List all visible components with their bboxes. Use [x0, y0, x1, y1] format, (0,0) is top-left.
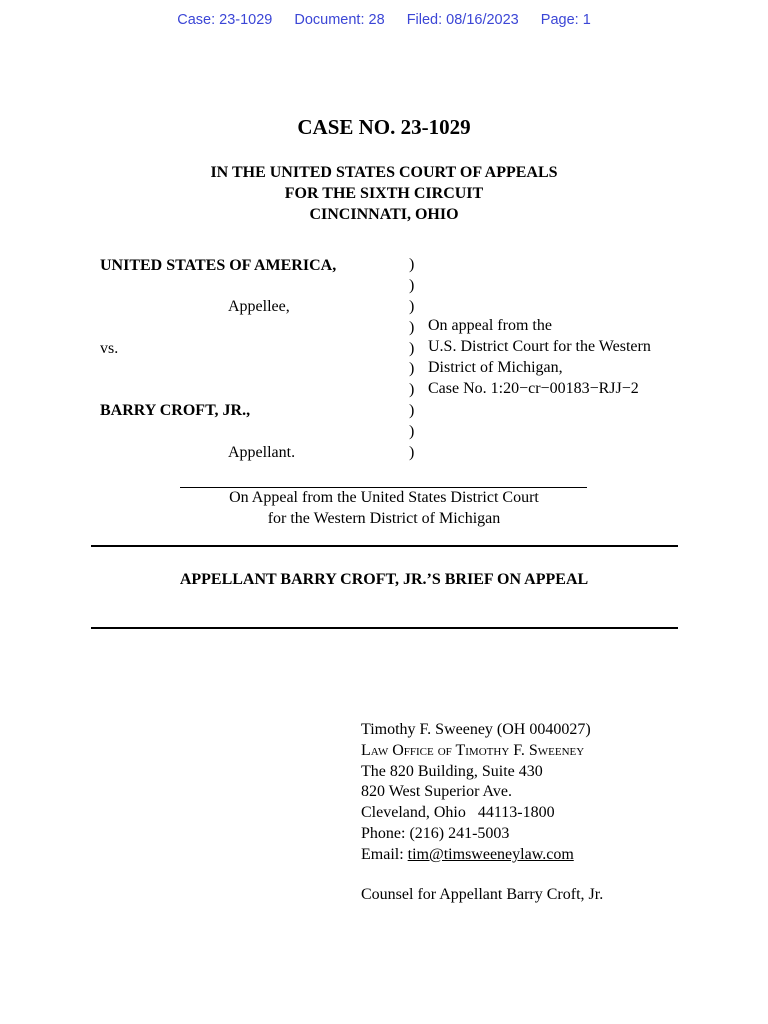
caption-parenthesis-column	[409, 255, 414, 464]
caption-paren: )	[409, 360, 415, 378]
counsel-email-row	[361, 845, 591, 866]
brief-title: APPELLANT BARRY CROFT, JR.’S BRIEF ON APPEAL	[179, 571, 589, 588]
counsel-name: Timothy F. Sweeney (OH 0040027)	[361, 721, 591, 738]
court-line-3: CINCINNATI, OHIO	[309, 206, 459, 223]
filing-case-number: Case: 23-1029	[177, 12, 273, 28]
counsel-email-label: Email:	[361, 845, 408, 863]
counsel-email-link[interactable]: tim@timsweeneylaw.com	[407, 845, 574, 863]
counsel-firm: Law Office of Timothy F. Sweeney	[361, 741, 585, 759]
appeal-from-heading	[0, 487, 768, 529]
defendant-role: Appellant.	[228, 444, 296, 461]
appeal-info	[428, 316, 651, 400]
plaintiff-name: UNITED STATES OF AMERICA,	[100, 257, 337, 274]
caption-paren: )	[409, 318, 415, 336]
counsel-address-1: The 820 Building, Suite 430	[361, 762, 543, 780]
appeal-info-line: Case No. 1:20−cr−00183−RJJ−2	[428, 379, 639, 397]
caption-paren: )	[409, 444, 415, 462]
caption-paren: )	[409, 276, 415, 294]
counsel-address-2: 820 West Superior Ave.	[361, 783, 512, 801]
court-heading	[0, 162, 768, 225]
caption-paren: )	[409, 339, 415, 357]
court-line-2: FOR THE SIXTH CIRCUIT	[284, 185, 484, 202]
versus-label: vs.	[100, 340, 119, 357]
counsel-block	[361, 720, 591, 866]
appeal-from-line-1: On Appeal from the United States District Court	[229, 489, 539, 506]
caption-paren: )	[409, 256, 415, 273]
appeal-info-line: U.S. District Court for the Western	[428, 337, 651, 355]
caption-paren: )	[409, 297, 415, 315]
appeal-from-line-2: for the Western District of Michigan	[267, 510, 501, 527]
caption-paren: )	[409, 381, 415, 399]
appeal-info-line: District of Michigan,	[428, 358, 563, 376]
top-thick-rule	[91, 545, 678, 547]
case-title: CASE NO. 23-1029	[297, 115, 471, 139]
bottom-thick-rule	[91, 627, 678, 629]
caption-paren: )	[409, 423, 415, 441]
counsel-phone: Phone: (216) 241-5003	[361, 824, 510, 842]
defendant-name: BARRY CROFT, JR.,	[100, 402, 251, 419]
appeal-info-line: On appeal from the	[428, 317, 552, 334]
filing-page-number: Page: 1	[540, 12, 591, 28]
counsel-for: Counsel for Appellant Barry Croft, Jr.	[361, 886, 604, 903]
court-line-1: IN THE UNITED STATES COURT OF APPEALS	[210, 164, 558, 181]
counsel-city: Cleveland, Ohio 44113-1800	[361, 804, 555, 822]
filing-header	[0, 12, 768, 32]
plaintiff-role: Appellee,	[228, 298, 290, 315]
filing-date: Filed: 08/16/2023	[406, 12, 519, 28]
caption-paren: )	[409, 402, 415, 420]
filing-document-number: Document: 28	[294, 12, 385, 28]
